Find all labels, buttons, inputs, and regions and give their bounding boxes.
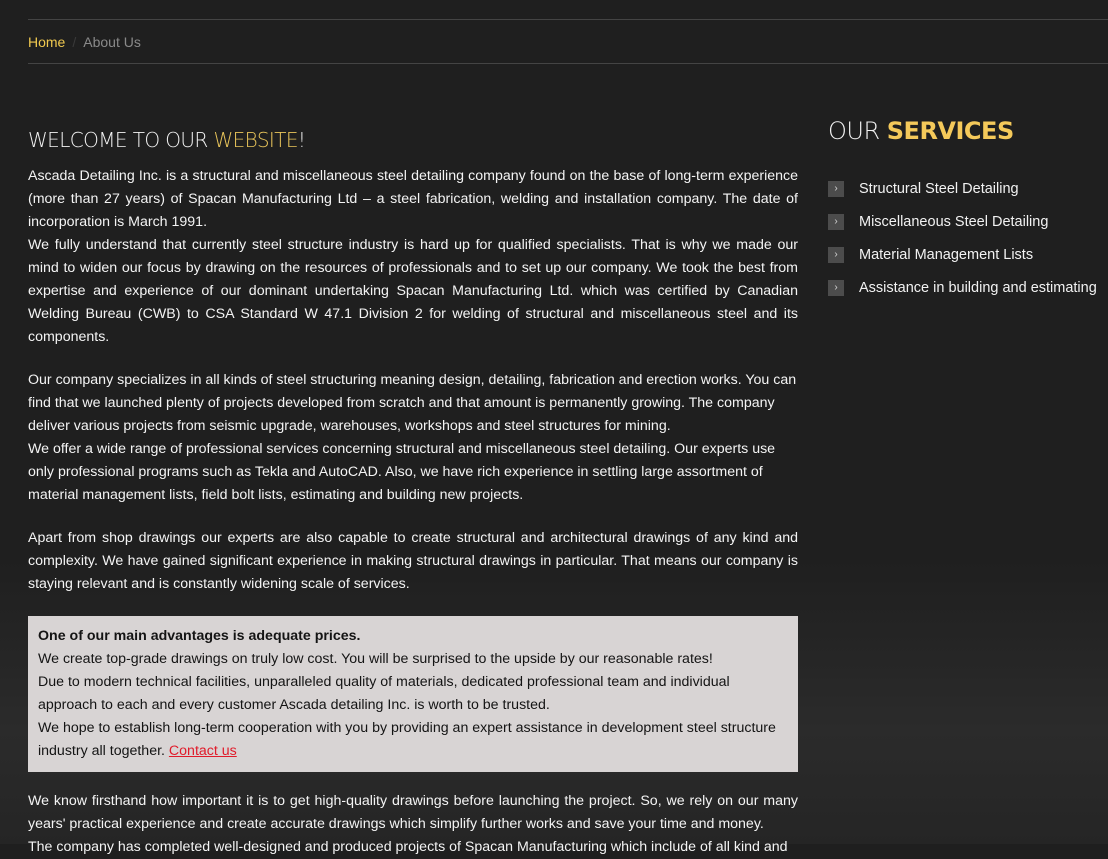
service-item-material-lists[interactable] [828,238,1108,271]
service-label[interactable]: Material Management Lists [859,246,1034,263]
intro-paragraph: Ascada Detailing Inc. is a structural and miscellaneous steel detailing company found on the base of long-term experience (more than 27 years) of Spacan Manufacturing Ltd – a steel fabrication, welding and installation company. The date of incorporation is March 1991. [28,168,798,230]
advantages-cooperation-text: We hope to establish long-term cooperation with you by providing an expert assistance in development steel structure industry all together. [38,720,776,759]
advantages-box [28,616,798,772]
breadcrumb-separator: / [72,33,77,50]
closing-paragraph: We know firsthand how important it is to get high-quality drawings before launching the project. So, we rely on our many years' practical experience and create accurate drawings which simplify further works and save your time and money. [28,793,798,832]
service-label[interactable]: Assistance in building and estimating [859,279,1097,296]
breadcrumb-current: About Us [83,33,141,50]
page-title-prefix: WELCOME TO OUR [28,128,214,152]
services-title-light: OUR [828,117,887,145]
chevron-right-icon: › [828,247,844,263]
chevron-right-icon: › [828,214,844,230]
page-title [28,125,798,155]
service-item-miscellaneous[interactable] [828,205,1108,238]
services-sidebar [828,113,1108,304]
advantages-line-cooperation [38,717,788,763]
breadcrumb [28,19,1108,64]
main-content [28,125,798,859]
chevron-right-icon: › [828,280,844,296]
services-paragraph: We offer a wide range of professional services concerning structural and miscellaneous steel detailing. Our experts use only professional programs such as Tekla and AutoCAD. Also, we have rich experience in settling large assortment of material management lists, field bolt lists, estimating and building new projects. [28,441,776,503]
service-label[interactable]: Miscellaneous Steel Detailing [859,213,1049,230]
specialization-paragraph: Our company specializes in all kinds of steel structuring meaning design, detailing, fabrication and erection works. You can find that we launched plenty of projects developed from scratch and that amount is permanently growing. The company deliver various projects from seismic upgrade, warehouses, workshops and steel structures for mining. [28,372,797,434]
page-title-accent: WEBSITE [213,128,298,152]
page-title-suffix: ! [297,128,306,152]
service-item-assistance[interactable] [828,271,1108,304]
understanding-paragraph: We fully understand that currently steel structure industry is hard up for qualified specialists. That is why we made our mind to widen our focus by drawing on the resources of professionals and to set up our company. We took the best from expertise and experience of our dominant undertaking Spacan Manufacturing Ltd. which was certified by Canadian Welding Bureau (CWB) to CSA Standard W 47.1 Division 2 for welding of structural and miscellaneous steel and its components. [28,237,798,345]
services-title [828,113,1108,149]
chevron-right-icon: › [828,181,844,197]
service-item-structural[interactable] [828,172,1108,205]
drawings-paragraph: Apart from shop drawings our experts are also capable to create structural and architectural drawings of any kind and complexity. We have gained significant experience in making structural drawings in particular. That means our company is staying relevant and is constantly widening scale of services. [28,530,798,592]
breadcrumb-home-link[interactable]: Home [28,33,66,50]
services-title-accent: SERVICES [886,117,1014,145]
advantages-line-cost: We create top-grade drawings on truly low cost. You will be surprised to the upside by our reasonable rates! [38,651,713,667]
advantages-line-trust: Due to modern technical facilities, unparalleled quality of materials, dedicated professional team and individual approach to each and every customer Ascada detailing Inc. is worth to be trusted. [38,674,730,713]
cut-off-paragraph: The company has completed well-designed and produced projects of Spacan Manufacturing which include of all kind and [28,839,788,855]
service-label[interactable]: Structural Steel Detailing [859,180,1019,197]
services-list [828,172,1108,304]
advantages-heading: One of our main advantages is adequate prices. [38,628,361,644]
contact-us-link[interactable]: Contact us [168,743,237,759]
